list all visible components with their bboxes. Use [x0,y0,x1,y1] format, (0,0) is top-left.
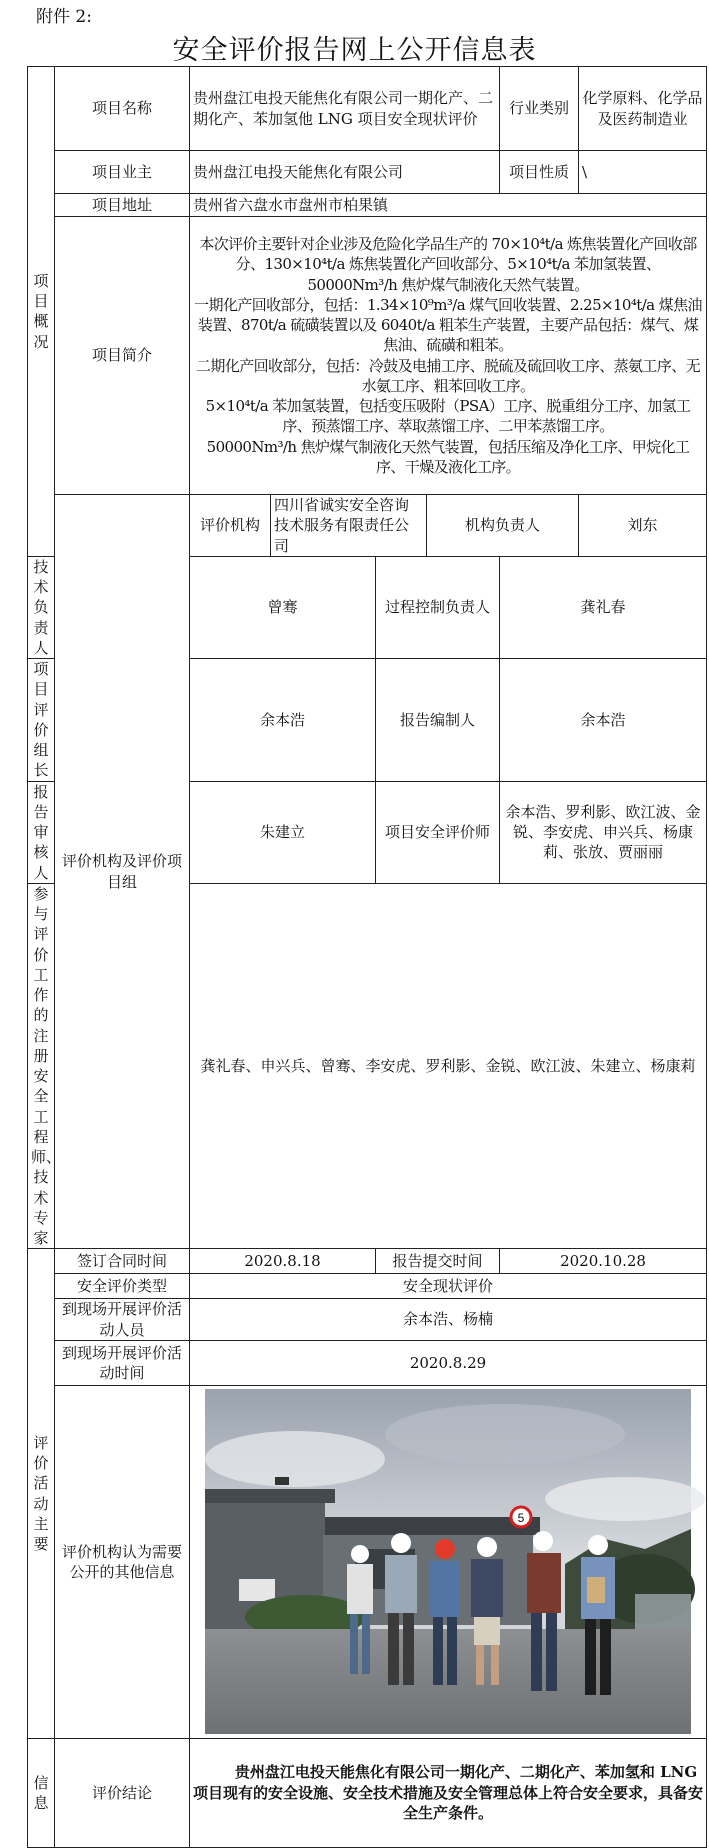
intro-paragraph: 二期化产回收部分，包括：冷鼓及电捕工序、脱硫及硫回收工序、蒸氨工序、无水氨工序、粗苯回收工序。 [196,356,701,395]
assessors-label: 项目安全评价师 [376,781,500,883]
onsite-time-value: 2020.8.29 [190,1340,707,1385]
contract-date-value: 2020.8.18 [190,1249,376,1274]
project-intro-label: 项目简介 [55,217,190,495]
submit-date-value: 2020.10.28 [500,1249,707,1274]
section-overview: 项目概况 [28,67,55,557]
roof-light [275,1477,289,1485]
info-table [27,66,707,1848]
eval-type-label: 安全评价类型 [55,1274,190,1299]
onsite-people-label: 到现场开展评价活动人员 [55,1299,190,1341]
project-nature-value: \ [579,151,707,194]
page-title: 安全评价报告网上公开信息表 [172,35,537,66]
engineers-value: 龚礼春、申兴兵、曾骞、李安虎、罗利影、金锐、欧江波、朱建立、杨康莉 [190,883,707,1249]
industry-label: 行业类别 [500,67,579,151]
cloud [205,1431,385,1487]
industry-value: 化学原料、化学品及医药制造业 [579,67,707,151]
project-owner-label: 项目业主 [55,151,190,194]
agency-head-label: 机构负责人 [427,495,579,557]
contract-date-label: 签订合同时间 [55,1249,190,1274]
building-roof [205,1489,335,1503]
assessors-value: 余本浩、罗利影、欧江波、金锐、李安虎、申兴兵、杨康莉、张放、贾丽丽 [500,781,707,883]
conclusion-value [190,1738,707,1847]
team-leader-value: 余本浩 [190,659,376,782]
section-org: 评价机构及评价项目组 [55,495,190,1249]
cloud [545,1477,705,1521]
air-conditioner [239,1579,275,1601]
section-info: 信息 [28,1738,55,1847]
engineers-label: 参与评价工作的注册安全工程师、技术专家 [28,883,55,1249]
project-name-value: 贵州盘江电投天能焦化有限公司一期化产、二期化产、苯加氢他 LNG 项目安全现状评价 [190,67,500,151]
process-head-label: 过程控制负责人 [376,556,500,658]
intro-paragraph: 本次评价主要针对企业涉及危险化学品生产的 70×10⁴t/a 炼焦装置化产回收部分、130×10⁴t/a 炼焦装置化产回收部分、5×10⁴t/a 苯加氢装置、50000Nm³/h 焦炉煤气制液化天然气装置。 [199,235,697,294]
report-writer-label: 报告编制人 [376,659,500,782]
intro-paragraph: 50000Nm³/h 焦炉煤气制液化天然气装置，包括压缩及净化工序、甲烷化工序、干燥及液化工序。 [206,437,690,476]
project-intro-value [190,217,707,495]
intro-paragraph: 5×10⁴t/a 苯加氢装置，包括变压吸附（PSA）工序、脱重组分工序、加氢工序、预蒸馏工序、萃取蒸馏工序、二甲苯蒸馏工序。 [205,397,691,436]
conclusion-label: 评价结论 [55,1738,190,1847]
onsite-people-value: 余本浩、杨楠 [190,1299,707,1341]
other-info-label: 评价机构认为需要公开的其他信息 [55,1385,190,1738]
project-name-label: 项目名称 [55,67,190,151]
section-activity: 评价活动主要 [28,1249,55,1739]
tech-head-value: 曾骞 [190,556,376,658]
project-nature-label: 项目性质 [500,151,579,194]
eval-type-value: 安全现状评价 [190,1274,707,1299]
project-owner-value: 贵州盘江电投天能焦化有限公司 [190,151,500,194]
agency-value: 四川省诚实安全咨询技术服务有限责任公司 [271,495,427,557]
tech-head-label: 技术负责人 [28,556,55,658]
report-reviewer-value: 朱建立 [190,781,376,883]
gate-fence [635,1594,691,1634]
speed-sign-text: 5 [517,1511,525,1526]
conclusion-text: 贵州盘江电投天能焦化有限公司一期化产、二期化产、苯加氢和 LNG 项目现有的安全设施、安全技术措施及安全管理总体上符合安全要求，具备安全生产条件。 [193,1763,704,1822]
onsite-time-label: 到现场开展评价活动时间 [55,1340,190,1385]
agency-head-value: 刘东 [579,495,707,557]
project-address-value: 贵州省六盘水市盘州市柏果镇 [190,194,707,217]
gate-canopy [325,1517,540,1535]
agency-label: 评价机构 [190,495,271,557]
cloud [385,1404,625,1464]
other-info-photo-cell [190,1385,707,1738]
project-address-label: 项目地址 [55,194,190,217]
site-photo [205,1389,691,1734]
process-head-value: 龚礼春 [500,556,707,658]
intro-paragraph: 一期化产回收部分，包括：1.34×10⁹m³/a 煤气回收装置、2.25×10⁴t/a 煤焦油装置、870t/a 硫磺装置以及 6040t/a 粗苯生产装置，主要产品包括：煤气、煤焦油、硫磺和粗苯。 [194,295,702,355]
submit-date-label: 报告提交时间 [376,1249,500,1274]
photo-wrap [193,1389,703,1734]
report-writer-value: 余本浩 [500,659,707,782]
team-leader-label: 项目评价组长 [28,659,55,782]
report-reviewer-label: 报告审核人 [28,781,55,883]
attachment-label: 附件 2: [36,7,92,27]
